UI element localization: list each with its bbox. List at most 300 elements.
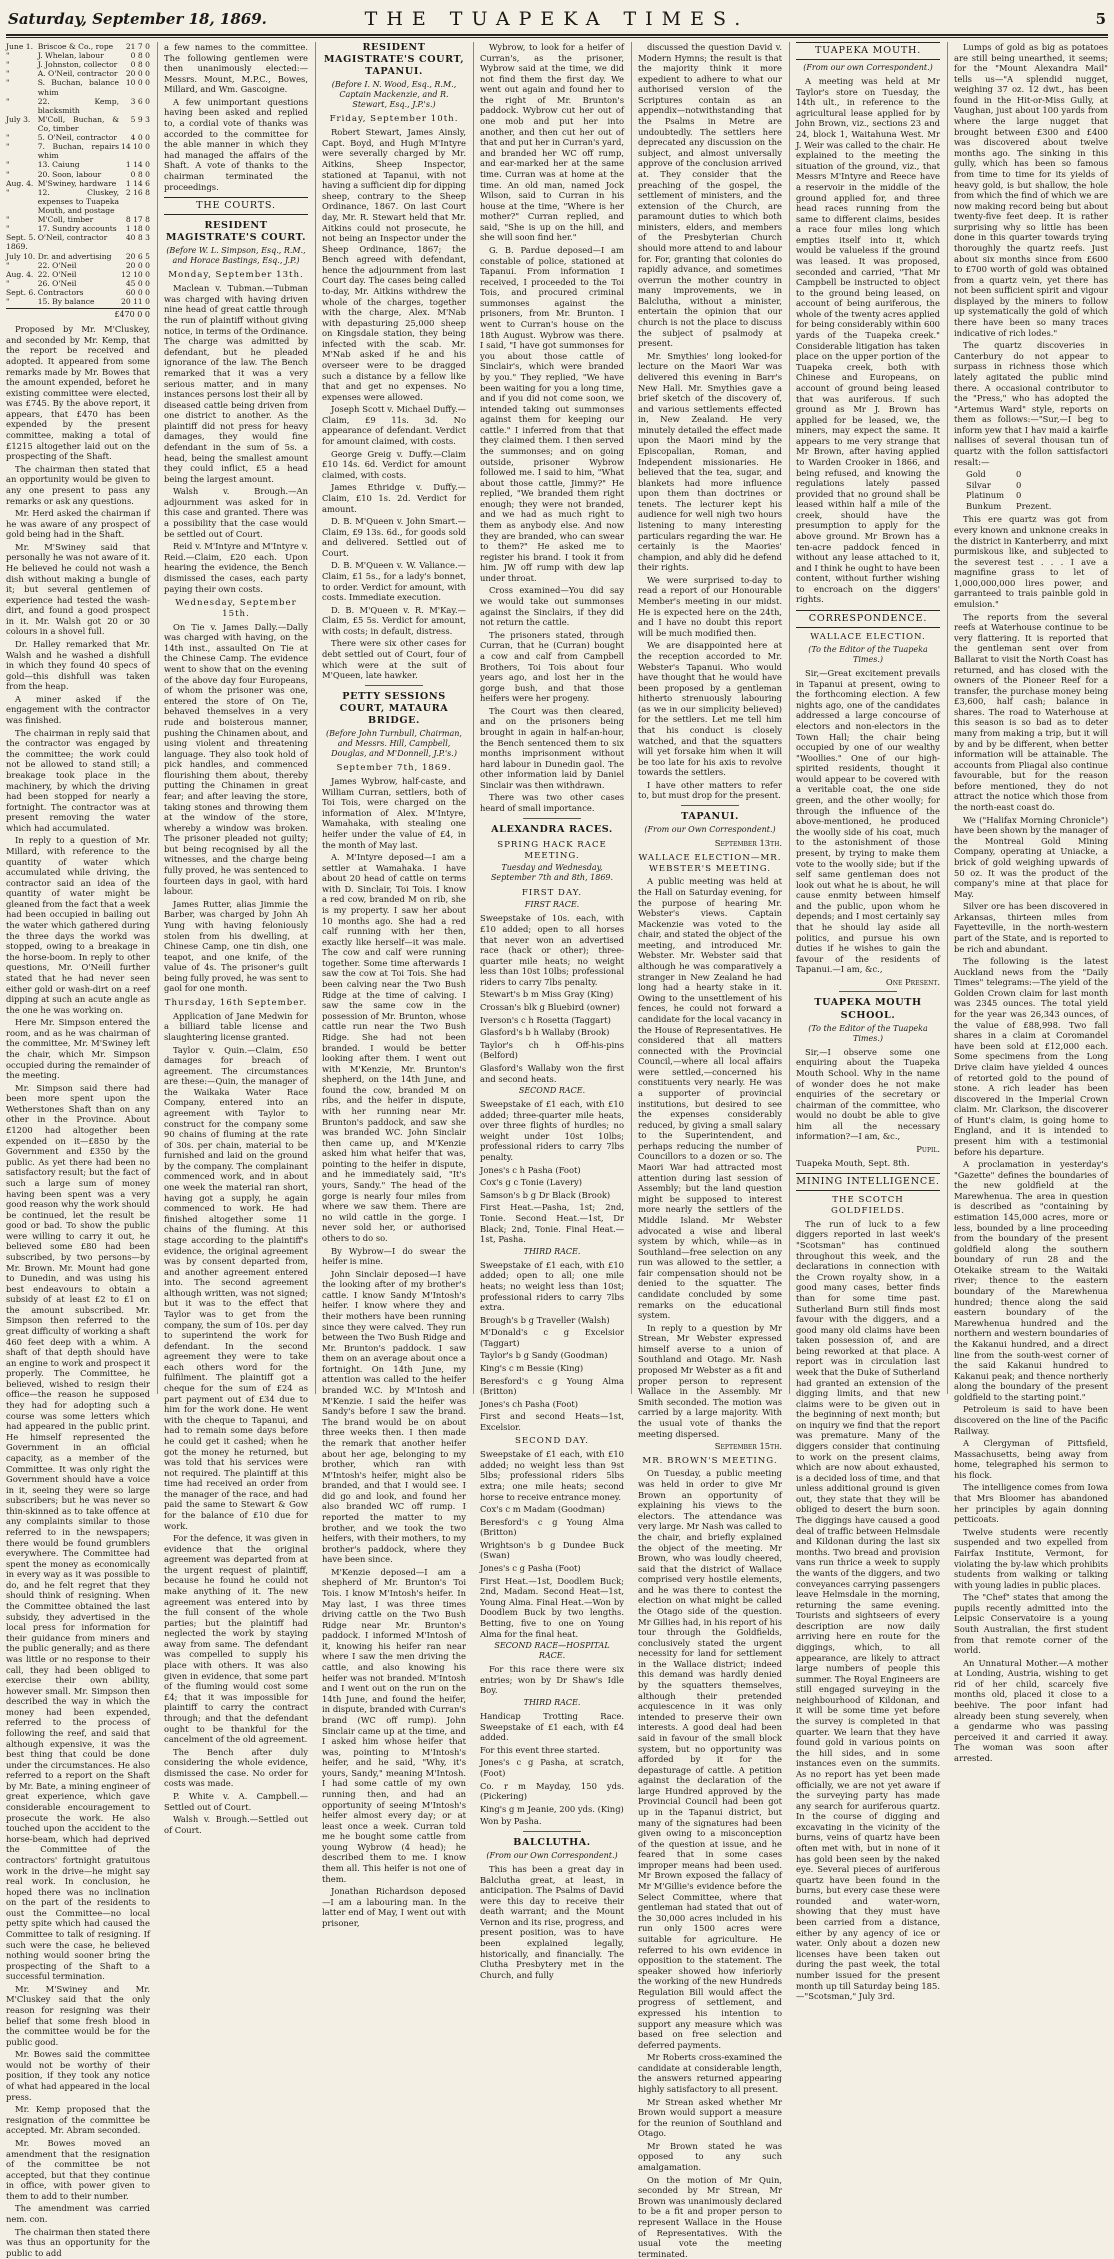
account-date: " bbox=[6, 60, 10, 70]
account-amount: 2 16 8 bbox=[125, 187, 150, 197]
paragraph: We ("Halifax Morning Chronicle") have been shown by the manager of the Montreal Gold Mining Company, operating at Uniacke, a brick of gold weighing upwards of 50 oz. It was the product of the company's mine at that place for May. bbox=[954, 814, 1108, 899]
race-details bbox=[480, 913, 624, 1084]
race-day: FIRST DAY. bbox=[521, 887, 583, 898]
section-heading: BALCLUTHA. bbox=[513, 1836, 591, 1848]
dateline: September 15th. bbox=[714, 1441, 782, 1452]
account-date: " bbox=[6, 297, 10, 307]
paragraph: Mr. Bowes said the committee would not be worthy of their position, if they took any notice of what had appeared in the local press. bbox=[6, 2049, 150, 2102]
paragraph: A meeting was held at Mr Taylor's store on Tuesday, the 14th ult., in reference to the agricultural lease applied for by John Brown, viz., sections 23 and 24, block 1, Waitahuna West. Mr J. Weir was called to the chair. He explained to the meeting the situation of the ground, viz., that Messrs M'Intyre and Reece have a reservoir in the middle of the ground applied for, and three head races running from the same to different claims, besides a race four miles long which empties itself into it, which would be valueless if the ground was leased. It was proposed, seconded and carried, "That Mr Campbell be instructed to object to the ground being leased, on account of being auriferous, the whole of the twenty acres applied for being considerably within 600 yards of the Tuapeka creek." Considerable litigation has taken place on the upper portion of the Tuapeka creek, both with Chinese and Europeans, on account of ground being leased that was auriferous. If such ground as Mr J. Brown has applied for be leased, we, the miners, may expect the same. It appears to me very strange that Mr Brown, after having applied to Warden Crooker in 1866, and being refused, and knowing the regulations lately passed provided that no ground shall be leased within half a mile of the creek, should have the presumption to apply for the above ground. Mr Brown has a ten-acre paddock fenced in without any lease attached to it, and I think he ought to have been content, without further wishing to encroach on the diggers' rights. bbox=[796, 76, 940, 605]
table-row bbox=[6, 297, 150, 306]
paragraph: Glasford's b h Wallaby (Brook) bbox=[480, 1027, 610, 1038]
section-heading: TAPANUI. bbox=[681, 811, 739, 823]
paragraph: We are disappointed here at the reception accorded to Mr. Webster's Tapanui. Who would have thought that he would have been proposed by a gentleman hitherto strenuously labouring (as we in our simplicity believed) for the settlers. Let me tell him that his conduct is closely watched, and that the squatters will yet forsake him when it will be too late for his axis to revolve towards the settlers. bbox=[638, 640, 782, 778]
table-row bbox=[6, 170, 150, 179]
account-date: June 1. bbox=[6, 42, 33, 51]
paragraph: Taylor v. Quin.—Claim, £50 damages for breach of agreement. The circumstances are these:—Quin, the manager of the Waikaka Water Race Company, entered into an agreement with Taylor to construct for the company some 90 chains of fluming at the rate of 30s. per chain, material to be furnished and laid on the ground by the company. The complainant commenced work, and in about one week the material ran short, having got a supply, he again commenced to work. He had finished altogether some 11 chains of the fluming. At this stage according to the plaintiff's evidence, the original agreement was by consent departed from, and another agreement entered into. The second agreement although written, was not signed; but it was to the effect that Taylor was to get from the company, the sum of 10s. per day to superintend the work for defendant. In the second agreement they were to take each others word for the fulfilment. The plaintiff got a cheque for the sum of £24 as part payment out of £34 due to him for the work done. He went with the cheque to Tapanui, and had to remain some days before he could get it cashed; when he got the money he returned, but was told that his services were not required. The plaintiff at this time had received an order from the manager of the race, and had paid the same to Stewart & Gow for the balance of £10 due for work. bbox=[164, 1044, 308, 1531]
metal-value: 0 bbox=[1016, 490, 1022, 501]
paragraph: On Tuesday, a public meeting was held in order to give Mr Brown an opportunity of explaining his views to the electors. The attendance was very large. Mr Nash was called to the chair, and briefly explained the object of the meeting. Mr Brown, who was loudly cheered, said that the district of Wallace comprised very hostile elements, and he was there to contest the election on what might be called the Otago side of the question. Mr Gillies had, in his report of his tour through the Goldfields, conclusively stated the urgent necessity for land for settlement in the Wallace district; indeed this demand was hardly denied by the squatters themselves, although their pretended acquiescence in it was only intended to preserve their own interests. A good deal had been said in favour of the small block system, but no opportunity was afforded by it for the depasturage of cattle. A petition against the declaration of the large Hundred approved by the Provincial Council had been got up in the Tapanui district, but many of the signatures had been given owing to a misconception of the question at issue, and he feared that in some cases improper means had been used. Mr Brown exposed the fallacy of Mr M'Gillie's evidence before the Select Committee, where that gentleman had stated that out of the 30,000 acres included in his run only 1500 acres were suitable for agriculture. He referred to his own evidence in opposition to the statement. The speaker showed how inferiorly the working of the new Hundreds Regulation Bill would affect the progress of settlement, and expressed his intention to support any measure which was based on free selection and deferred payments. bbox=[638, 1468, 782, 2050]
subheading: SPRING HACK RACE MEETING. bbox=[497, 839, 607, 861]
account-date: Sept. 6. bbox=[6, 287, 36, 297]
account-date: " bbox=[6, 169, 10, 179]
race-day: SECOND DAY. bbox=[515, 1436, 589, 1447]
accounts-table bbox=[6, 42, 150, 306]
paragraph: I have other matters to refer to, but must drop for the present. bbox=[638, 779, 782, 801]
paragraph: James Ethridge v. Duffy.—Claim, £10 1s. 2d. Verdict for amount. bbox=[322, 482, 466, 514]
article-body bbox=[954, 514, 1108, 1763]
paragraph: Co. r m Mayday, 150 yds. (Pickering) bbox=[480, 1780, 624, 1802]
paragraph: Lumps of gold as big as potatoes are still being unearthed, it seems; for the "Mount Alexandra Mail" tells us—"A splendid nugget, weighing 37 oz. 12 dwt., has been found in the Hit-or-Miss Gully, at Vaughan, just about 100 yards from where the large nugget that brought between £300 and £400 was discovered about twelve months ago. The sinking in this gully, which has been so famous from time to time for its yields of heavy gold, is but shallow, the hole from which the find of which we are now making record being but about twenty-five feet deep. It is rather surprising why so little has been done in this quarter towards trying thoroughly the quartz reefs. Just about six months since from £600 to £700 worth of gold was obtained from a quartz vein, yet there has not been sufficient spirit and vigour displayed by the miners to follow up systematically the gold of which there have been so many traces indicative of rich lodes." bbox=[954, 42, 1108, 338]
assay-row bbox=[966, 490, 1108, 501]
race-title: FIRST RACE. bbox=[524, 900, 580, 910]
account-date: " bbox=[6, 278, 10, 288]
paragraph: First Heat.—Pasha, 1st; 2nd, Tonie. Second Heat.—1st, Dr Black; 2nd, Tonie. Final Heat.—1st, Pasha. bbox=[480, 1202, 624, 1245]
paragraph: Mr. Kemp proposed that the resignation of the committee be accepted. Mr. Abram seconded. bbox=[6, 2104, 150, 2136]
paragraph: Mr Roberts cross-examined the candidate at considerable length, the answers returned appearing highly satisfactory to all present. bbox=[638, 2052, 782, 2095]
paragraph: Taylor's b g Sandy (Goodman) bbox=[480, 1350, 608, 1361]
paragraph: The quartz discoveries in Canterbury do not appear to surpass in richness those which lately agitated the public mind there. A occasional contributor to the "Press," who has adopted the "Artemus Ward" style, reports on them as follows:—"Sur,—I beg to inform yew that I hav maid a kairfle nallises of several thousan tun of quartz with the follon sattisfactori resalt:— bbox=[954, 340, 1108, 467]
paragraph: The intelligence comes from Iowa that Mrs Bloomer has abandoned her principles by again donning petticoats. bbox=[954, 1482, 1108, 1525]
committee-report bbox=[6, 324, 150, 2258]
account-amount: 1 14 0 bbox=[125, 160, 150, 170]
court-bench: (Before John Turnbull, Chairman, and Messrs. Hill, Campbell, Douglas, and M'Donnell, J.P.'s.) bbox=[326, 729, 462, 759]
section-heading: ALEXANDRA RACES. bbox=[491, 823, 613, 835]
race-details bbox=[480, 1711, 624, 1827]
paragraph: James Rutter, alias Jimmie the Barber, was charged by John Ah Yung with having feloniously stolen from his dwelling, at Chinese Camp, one tin dish, one teapot, and one knife, of the value of 4s. The prisoner's guilt being fully proved, he was sent to gaol for one month. bbox=[164, 898, 308, 994]
table-row bbox=[6, 252, 150, 261]
account-amount: 0 8 0 bbox=[130, 51, 150, 61]
account-date: July 3. bbox=[6, 114, 31, 124]
court-date: Friday, September 10th. bbox=[329, 114, 459, 125]
race-details bbox=[480, 1099, 624, 1245]
paragraph: Crossan's blk g Bluebird (owner) bbox=[480, 1002, 620, 1013]
paragraph: This ere quartz was got from every known and unknone creaks in the district in Kanterberry, and mixt purmiskous like, and subjected to the severest test . . . I ave a magnifine grass to let of 1,000,000,000 lires power, and garranteed to trais painble gold in emulsion." bbox=[954, 514, 1108, 610]
column-divider bbox=[631, 42, 632, 1394]
column-divider bbox=[789, 42, 790, 1394]
account-amount: 20 0 0 bbox=[125, 260, 150, 270]
letter-signature: Pupil. bbox=[916, 1143, 940, 1154]
paragraph: James Wybrow, half-caste, and William Curran, settlers, both of Toi Tois, were charged on the information of Alex. M'Intyre, Wamahaka, with stealing one heifer under the value of £4, in the month of May last. bbox=[322, 776, 466, 850]
account-item: S. Buchan, balance whim bbox=[37, 78, 119, 97]
subheading: WALLACE ELECTION. bbox=[810, 632, 926, 643]
account-item: 22. O'Neil bbox=[37, 260, 77, 270]
metal-value: 0 bbox=[1016, 469, 1022, 480]
paragraph: Wybrow, to look for a heifer of Curran's, as the prisoner, Wybrow said at the time, we did not find them the first day. We went out again and found her to the right of Mr. Brunton's paddock. Wybrow cut her out of one mob and put her into another, and then cut her out of that and put her in Curran's yard, and branded her WC off rump, and ear-marked her at the same time. Curran was at home at the time. An old man, named Jock Wilson, said to Curran in his house at the time, "Where is her mother?" Curran replied, and said, "She is up on the hill, and she will soon find her." bbox=[480, 42, 624, 243]
table-row bbox=[6, 179, 150, 188]
divider bbox=[523, 1831, 581, 1832]
paragraph: Mr Strean asked whether Mr Brown would support a measure for the reunion of Southland and Otago. bbox=[638, 2096, 782, 2139]
paragraph: Application of Jane Medwin for a billiard table license and slaughtering license granted. bbox=[164, 1010, 308, 1042]
metal-name: Bunkum bbox=[966, 500, 1002, 511]
paragraph: A proclamation in yesterday's "Gazette" defines the boundaries of the new goldfield at the Marewhenua. The area in question is described as "containing by estimation 145,000 acres, more or less, bounded by a line proceeding from the boundary of the present goldfield along the southern boundary of run 28 and the Otekaike stream to the Waitaki river; thence to the eastern boundary of the Marewhenua hundred; thence along the said eastern boundary of the Marewhenua hundred and the northern and western boundaries of the Kakanui hundred, and a direct line from the south-west corner of the said Kakanui hundred to Kakanui peak; and thence northerly along the boundary of the present goldfield to the starting point." bbox=[954, 1159, 1108, 1402]
paragraph: a few names to the committee. The following gentlemen were then unanimously elected:—Messrs. Mount, M.P.C., Bowes, Millard, and Wm. Gascoigne. bbox=[164, 42, 308, 95]
paragraph: The amendment was carried nem. con. bbox=[6, 2203, 150, 2224]
table-row bbox=[6, 42, 150, 51]
account-item: 26. O'Neil bbox=[37, 278, 77, 288]
accounts-total: £470 0 0 bbox=[6, 308, 150, 320]
paragraph: Maclean v. Tubman.—Tubman was charged with having driven nine head of great cattle through the run of plaintiff without giving notice, in terms of the Ordinance. The charge was admitted by defendant, but he pleaded ignorance of the law. The Bench remarked that it was a very serious matter, and in many instances persons lost their all by diseased cattle being driven from one district to another. As the plaintiff did not press for heavy damages, they would fine defendant in the sum of 5s. a head, being the smallest amount they could inflict, £5 a head being the largest amount. bbox=[164, 283, 308, 484]
table-row bbox=[6, 270, 150, 279]
account-amount: 60 0 0 bbox=[125, 287, 150, 297]
letter-body: Sir,—Great excitement prevails in Tapanui at present, owing to the forthcoming election. A few nights ago, one of the candidates addressed a large concourse of electors and non-electors in the Town Hall; the chair being occupied by one of our wealthy "Woollies." One of our high-spirited residents, thought it would appear to be covered with a veritable coat, the one side green, and the other woolly; for through the influence of the above-mentioned, he produced the woolly side of his coat, much to the astonishment of those present, by trying to make them vote to the woolly side; but if the self same gentleman does not look out what he is about, he will cause enmity between himself and the public, upon whom he depends; and I most certainly say that he should lay aside all politics, and pursue his own duties if he wishes to gain the favour of the residents of Tapanui.—I am, &c., bbox=[796, 668, 940, 975]
masthead-rule bbox=[6, 37, 1108, 38]
court-cases bbox=[322, 127, 466, 680]
article-body bbox=[796, 76, 940, 605]
article-body bbox=[796, 1219, 940, 2002]
section-heading: RESIDENT MAGISTRATE'S COURT. bbox=[165, 220, 307, 244]
account-item bbox=[38, 242, 119, 251]
paragraph: Robert Stewart, James Ainsly, Capt. Boyd, and Hugh M'Intyre were severally charged by Mr. Aitkins, Sheep Inspector, stationed at Tapanui, with not having a sufficient dip for dipping sheep, contrary to the Sheep Ordinance, 1867. On last Court day, Mr. R. Stewart held that Mr. Aitkins could not prosecute, he not being an Inspector under the Sheep Ordinance, 1867; the Bench agreed with defendant, hence the adjournment from last Court day. The cases being called to-day, Mr. Aitkins withdrew the whole of the charges, together with the charge, Alex. M'Nab with depasturing 25,000 sheep on Kingsdale station, they being infected with the scab. Mr. M'Nab asked if he and his overseer were to be dragged such a distance by a fellow like that and get no expenses. No expenses were allowed. bbox=[322, 127, 467, 402]
account-item: 22. Kemp, blacksmith bbox=[37, 96, 119, 115]
paragraph: We were surprised to-day to read a report of our Honourable Member's meeting in our midst. He is expected here on the 24th, and I have no doubt this report will be much modified then. bbox=[638, 574, 782, 638]
table-row bbox=[6, 60, 150, 69]
court-date: Wednesday, September 15th. bbox=[175, 598, 297, 619]
account-date: " bbox=[6, 51, 10, 61]
paragraph: Mr. M'Swiney said that personally he was not aware of it. He believed he could not wash a dish without making a bungle of it; but several gentlemen of experience had tested the wash-dirt, and found a good prospect in it. Mr. Walsh got 20 or 30 colours in a shovel full. bbox=[6, 541, 150, 637]
account-date: " bbox=[6, 69, 10, 79]
divider bbox=[523, 818, 581, 819]
columns bbox=[6, 42, 1108, 2259]
paragraph: Jones's c h Pasha (Foot) bbox=[480, 1164, 581, 1175]
table-row bbox=[6, 51, 150, 60]
metal-name: Silvar bbox=[966, 479, 991, 490]
table-row bbox=[6, 279, 150, 288]
column-1 bbox=[6, 42, 150, 2258]
paragraph: A miner asked if the engagement with the contractor was finished. bbox=[6, 693, 150, 726]
table-row bbox=[6, 188, 150, 215]
table-row bbox=[6, 78, 150, 96]
paragraph: An Unnatural Mother.—A mother at Londing, Austria, wishing to get rid of her child, scarcely five months old, placed it close to a beehive. The poor infant had already been stung severely, when a gendarme who was passing perceived it and carried it away. The woman was soon after arrested. bbox=[954, 1657, 1108, 1763]
paragraph: Samson's b g Dr Black (Brook) bbox=[480, 1189, 611, 1200]
paragraph: Mr. Herd asked the chairman if he was aware of any prospect of gold being had in the Shaft. bbox=[6, 508, 150, 540]
account-item: 22. O'Neil bbox=[37, 269, 77, 279]
paragraph: For the defence, it was given in evidence that the original agreement was departed from at the urgent request of plaintiff, because he found he could not make anything of it. The new agreement was entered into by the full consent of the whole parties; but the plaintiff had neglected the work by staying away from same. The defendant was compelled to supply his place with others. It was also given in evidence, that some part of the fluming would cost some £4; that it was impossible for plaintiff to carry the contract through; and that the defendant ought to be thankful for the cancelment of the old agreement. bbox=[164, 1533, 308, 1745]
subheading: WALLACE ELECTION—MR. WEBSTER'S MEETING. bbox=[638, 852, 782, 874]
column-divider bbox=[157, 42, 158, 1394]
table-row bbox=[6, 133, 150, 142]
court-date: September 7th, 1869. bbox=[336, 763, 452, 774]
paragraph: First Heat.—1st, Doodlem Buck; 2nd, Madam. Second Heat—1st, Young Alma. Final Heat.—Won by Doodlem Buck by two lengths. Betting, five to one on Young Alma for the final heat. bbox=[480, 1575, 624, 1639]
assay-results bbox=[966, 469, 1108, 511]
account-amount: 1 14 6 bbox=[125, 178, 150, 188]
account-date: Aug. 4. bbox=[6, 269, 34, 279]
account-date: July 10. bbox=[6, 251, 36, 261]
paragraph: The reports from the several reefs at Waterhouse continue to be very flattering. It is reported that the gentleman sent over from Ballarat to visit the North Coast has returned, and has closed with the owners of the Pioneer Reef for a transfer, the purchase money being £3,600, half cash; balance in shares. The road to Waterhouse at this season is so bad as to deter many from making a trip, but it will by and by be different, when better information will be attainable. The accounts from Pliagal also continue favourable, but for the reason before mentioned, they do not attract the notice which those from the north-east coast do. bbox=[954, 611, 1108, 813]
paragraph: Sweepstake of 10s. each, with £10 added; open to all horses that never won an advertised race (hack or other); three-quarter mile heats; no weight less than 10st 10lbs; professional riders to carry 7lbs penalty. bbox=[480, 913, 624, 987]
byline: (From our own Correspondent.) bbox=[803, 63, 933, 73]
subheading: MR. BROWN'S MEETING. bbox=[642, 1455, 778, 1466]
paragraph: D. B. M'Queen v. John Smart.—Claim, £9 13s. 6d., for goods sold and delivered. Settled out of Court. bbox=[322, 516, 466, 558]
table-row bbox=[6, 142, 150, 160]
paragraph: The chairman in reply said that the contractor was engaged by the committee; the work could not be allowed to stand still; a breakage took place in the machinery, by which the driving had been stopped for nearly a fortnight. The contractor was at present removing the water which had accumulated. bbox=[6, 727, 150, 833]
account-amount: 20 0 0 bbox=[125, 69, 150, 79]
paragraph: Joseph Scott v. Michael Duffy.—Claim, £9 11s. 3d. No appearance of defendant. Verdict for amount claimed, with costs. bbox=[322, 404, 466, 447]
paragraph: The following is the latest Auckland news from the "Daily Times" telegrams:—The yield of the Golden Crown claim for last month was 2345 ounces. The total yield for the year was 26,343 ounces, of the value of £88,998. Two fall shares in a claim at Coromandel have been sold at £12,000 each. Some specimens from the Long Drive claim have yielded 4 ounces of retorted gold to the pound of stone. A rich leader has been discovered in the Imperial Crown claim. Mr. Clarkson, the discoverer of Hunt's claim, is going home to England, and it is intended to present him with a testimonial before his departure. bbox=[954, 956, 1108, 1157]
page-number: 5 bbox=[1095, 10, 1106, 28]
paragraph: The prisoners stated, through Curran, that he (Curran) bought a cow and calf from Campbell Brothers, Toi Tois about four years ago, and lost her in the gorge bush, and that those heifers were her progeny. bbox=[480, 629, 624, 704]
paragraph: King's c m Bessie (King) bbox=[480, 1362, 584, 1373]
dateline: September 13th. bbox=[714, 838, 782, 849]
account-amount: 5 9 3 bbox=[130, 114, 150, 124]
paragraph: M'Donald's c g Excelsior (Taggart) bbox=[480, 1327, 624, 1348]
account-date: 1869. bbox=[6, 242, 28, 252]
column-4 bbox=[480, 42, 624, 1980]
account-item: Briscoe & Co., rope bbox=[37, 42, 114, 51]
account-date: " bbox=[6, 142, 10, 152]
account-date: " bbox=[6, 96, 10, 106]
account-amount: 20 6 5 bbox=[125, 251, 150, 261]
table-row bbox=[6, 288, 150, 297]
account-item: 13. Caiung bbox=[37, 160, 80, 170]
article-body bbox=[954, 42, 1108, 467]
paragraph: Mr Brown stated he was opposed to any such amalgamation. bbox=[638, 2140, 782, 2173]
assay-row bbox=[966, 501, 1108, 512]
column-7 bbox=[954, 42, 1108, 1763]
column-3 bbox=[322, 42, 467, 1928]
account-item: 15. By balance bbox=[37, 297, 95, 307]
account-amount: 40 8 3 bbox=[125, 233, 150, 243]
divider bbox=[839, 991, 897, 992]
paragraph: For this race there were six entries; won by Dr Shaw's Idle Boy. bbox=[480, 1664, 624, 1696]
court-bench: (Before W. L. Simpson, Esq., R.M., and Horace Bastings, Esq., J.P.) bbox=[166, 246, 306, 266]
paragraph: Jones's c g Pasha, at scratch, (Foot) bbox=[480, 1757, 624, 1778]
paragraph: P. White v. A. Campbell.—Settled out of Court. bbox=[164, 1791, 308, 1812]
paragraph: Cross examined—You did say we would take out summonses against the Sinclairs, if they did not return the cattle. bbox=[480, 585, 624, 628]
section-heading: RESIDENT MAGISTRATE'S COURT, TAPANUI. bbox=[323, 42, 465, 78]
paragraph: The Court was then cleared, and on the prisoners being brought in again in half-an-hour, the Bench sentenced them to six months imprisonment without hard labour in Dunedin gaol. The other information laid by Daniel Sinclair was then withdrawn. bbox=[480, 705, 624, 790]
court-cases bbox=[164, 622, 308, 994]
court-date: Monday, September 13th. bbox=[168, 270, 304, 281]
section-heading: THE COURTS. bbox=[164, 197, 308, 215]
paragraph: discussed the question David v. Modern Hymns; the result is that the majority think it more expedient to adhere to what our authorised version of the Scriptures contain as an appendix—notwithstanding that the Psalms in Metre are undoubtedly. The settlers here deprecated any discussion on the subject, and almost universally approve of the conclusion arrived at. They consider that the preaching of the gospel, the settlement of ministers, and the extension of the Church, are paramount duties to which both ministers, elders, and members of the Presbyterian Church should more attend to and labour for. For, granting that colonies do rapidly advance, and sometimes overrun the mother country in many improvements, we in Balclutha, without a minister, entertain the opinion that our church is not the place to discuss the subject of psalmody at present. bbox=[638, 42, 782, 349]
divider bbox=[365, 685, 423, 686]
letter-signature: One Present. bbox=[885, 976, 940, 987]
paragraph: Silver ore has been discovered in Arkansas, thirteen miles from Fayetteville, in the north-western part of the State, and is reported to be rich and abundant. bbox=[954, 901, 1108, 954]
letter-address: (To the Editor of the Tuapeka Times.) bbox=[808, 1023, 928, 1043]
account-amount: 21 7 0 bbox=[125, 42, 150, 51]
court-cases bbox=[164, 1011, 308, 1836]
paragraph: In reply to a question by Mr Strean, Mr Webster expressed himself averse to a union of Southland and Otago. Mr. Nash proposed Mr Webster as a fit and proper person to represent Wallace in the Assembly. Mr Smith seconded. The motion was carried by a large majority. With the usual vote of thanks the meeting dispersed. bbox=[638, 1322, 782, 1439]
race-details bbox=[480, 1449, 624, 1639]
paragraph: The chairman then stated that an opportunity would be given to any one present to pass any remarks or ask any questions. bbox=[6, 463, 150, 506]
table-row bbox=[6, 224, 150, 233]
race-dates: Tuesday and Wednesday, September 7th and 8th, 1869. bbox=[490, 863, 614, 883]
paragraph: This has been a great day in Balclutha great, at least, in anticipation. The Psalms of David were this day to receive their death warrant; and the Mount Vernon and its rise, progress, and present position, was to have been explained legally, historically, and financially. The Clutha Presbytery met in the Church, and fully bbox=[480, 1864, 624, 1980]
paragraph: Cox's g c Tonie (Lavery) bbox=[480, 1177, 582, 1188]
account-item: A. O'Neil, contractor bbox=[37, 69, 118, 79]
newspaper-title: THE TUAPEKA TIMES. bbox=[364, 8, 750, 30]
account-date: " bbox=[6, 260, 10, 270]
table-row bbox=[6, 215, 150, 224]
letter-body: Sir,—I observe some one enquiring about the Tuapeka Mouth School. Why in the name of wonder does he not make enquiries of the secretary or chairman of the committee, who would no doubt be able to give him all the necessary information?—I am, &c., bbox=[796, 1046, 940, 1142]
account-amount: 12 10 0 bbox=[121, 269, 150, 279]
subheading: THE SCOTCH GOLDFIELDS. bbox=[830, 1195, 906, 1217]
column-2 bbox=[164, 42, 308, 1835]
paragraph: By Wybrow—I do swear the heifer is mine. bbox=[322, 1245, 466, 1267]
account-item: O'Neil, contractor bbox=[37, 233, 108, 243]
court-cases bbox=[480, 42, 624, 814]
paragraph: Stewart's b m Miss Gray (King) bbox=[480, 989, 614, 1000]
account-amount: 45 0 0 bbox=[125, 278, 150, 288]
article-body bbox=[638, 42, 782, 801]
column-divider bbox=[315, 42, 316, 1394]
issue-date: Saturday, September 18, 1869. bbox=[8, 10, 267, 28]
account-date: " bbox=[6, 133, 10, 143]
account-item: 5. O'Neil, contractor bbox=[37, 133, 117, 143]
paragraph: The run of luck to a few diggers reported in last week's "Scotsman" has continued throughout this week, and the declarations in connection with the Crown royalty show, in a good many cases, better finds than for some time past. Sutherland Burn still finds most favour with the diggers, and a good many old claims have been taken possession of, and are being reworked at that place. A report was in circulation last week that the Duke of Sutherland had granted an extension of the digging limits, and that new claims were to be given out in the beginning of next month; but on inquiry we find that the report was premature. Many of the diggers consider that continuing to work on the present claims, which are now about exhausted, is a decided loss of time, and that unless additional ground is given out, they state that they will be obliged to desert the burn soon. The diggings have caused a good deal of traffic between Helmsdale and Kildonan during the last six months. Two bread and provision vans run thrice a week to supply the wants of the diggers, and two conveyances carrying passengers leave Helmsdale in the morning, returning the same evening. Tourists and sightseers of every description are now daily arriving here en route for the diggings, which, to all appearance, are likely to attract large numbers of people this summer. The Royal Engineers are still engaged surveying in the neighbourhood of Kildonan, and it will be some time yet before the survey is completed in that quarter. We learn that they have found gold in various points on the hill sides, and in some instances even on the summits. As no report has yet been made officially, we are not yet aware if the surveying party has made any search for auriferous quartz. In the course of digging and excavating in the vicinity of the burns, veins of quartz have been often met with, but in none of it has gold been seen by the naked eye. Several pieces of auriferous quartz have been found in the burns, but every case these were rounded and water-worn, showing that they must have been carried from a distance, either by any agency of ice or water. Only about a dozen new licenses have been taken out during the past week, the total number issued for the present month up till Saturday being 185.—"Scotsman," July 3rd. bbox=[796, 1218, 940, 2002]
paragraph: Mr. Smythies' long looked-for lecture on the Maori War was delivered this evening in Barr's New Hall. Mr. Smythies gave a brief sketch of the discovery of, and various settlements effected in, New Zealand. He very minutely detailed the effect made upon the Maori mind by the Episcopalian, Roman, and Independent missionaries. He believed that the tea, sugar, and blankets had more influence upon them than doctrines or tenets. The lecturer kept his audience for well nigh two hours listening to many interesting particulars regarding the war. He certainly is the Maories' champion, and ably did he defend their rights. bbox=[638, 350, 782, 573]
paragraph: A Clergyman of Pittsfield, Massachusetts, being away from home, telegraphed his sermon to his flock. bbox=[954, 1438, 1108, 1480]
paragraph: Twelve students were recently suspended and two expelled from Fairfax Institute, Vermont, for violating the by-law which prohibits students from walking or talking with young ladies in public places. bbox=[954, 1526, 1108, 1590]
article-body bbox=[638, 876, 782, 1439]
race-details bbox=[480, 1260, 624, 1433]
account-item: 20. Soon, labour bbox=[37, 169, 102, 179]
paragraph: Mr. Simpson said there had been more spent upon the Wetherstones Shaft than on any other in the Province. About £1200 had altogether been expended on it—£850 by the Government and £350 by the public. As yet there had been no satisfactory result; but the fact of such a large sum of money having been spent was a very good reason why the work should be continued, let the result be good or bad. To show the public were willing to carry it out, he believed some £80 had been subscribed, by two persons—by Mr. Brown. Mr. Mount had gone to Dunedin, and was using his best endeavours to obtain a subsidy of at least £2 to £1 on the amount subscribed. Mr. Simpson then referred to the great difficulty of working a shaft 460 feet deep with a whim. A shaft of that depth should have an engine to work and prospect it properly. The Committee, he believed, wished to resign their office—the reason he supposed they had for adopting such a course was some letters which had appeared in the public print. He himself represented the Government in an official capacity, as a member of the Committee. It was only right the Government should have a voice in it, seeing they were so large subscribers; but he was never so thin-skinned as to take offence at any complaints similar to those referred to in the newspapers; there would be found grumblers everywhere. The Committee had spent the money as economically in every way as it was possible to do, and he felt regret that they should think of resigning. When the Committee obtained the last subsidy, they advertised in the local press for information for their guidance from miners and the public generally; and as there was little or no response to their call, they had been obliged to exercise their own ability, however small. Mr. Simpson then described the way in which the money had been expended, referred to the process of following the reef, and said that although expensive, it was the best thing that could be done under the circumstances. He also referred to a report on the Shaft by Mr. Bate, a mining engineer of great experience, which gave considerable encouragement to prosecute the work. He also touched upon the accident to the horse-beam, which had deprived the Committee of the contractors' fortnight gratuitous work in the drive—he might say real work. In conclusion, he hoped there was no inclination on the part of the residents to oust the Committee—no local petty spite which had caused the Committee to talk of resigning. If such were the case, he believed nothing would sooner bring the prospecting of the Shaft to a successful termination. bbox=[6, 1082, 150, 1982]
paragraph: For this event three started. bbox=[480, 1744, 600, 1755]
account-item: Contractors bbox=[37, 287, 84, 297]
account-item: 12. Cluskey, expenses to Tuapeka Mouth, and postage bbox=[37, 187, 119, 215]
account-date: " bbox=[6, 160, 10, 170]
paragraph: Taylor's ch h Off-his-pins (Belford) bbox=[480, 1039, 624, 1061]
paragraph: A public meeting was held at the Hall on Saturday evening, for the purpose of hearing Mr. Webster's views. Captain Mackenzie was voted to the chair, and stated the object of the meeting, and introduced Mr. Webster. Mr. Webster said that although he was comparatively a stranger in New Zealand he had long had a hearty stake in it. Owing to the unsettlement of his fences, he could not forward a candidate for the local vacancy in the House of Representatives. He considered that all matters connected with the Provincial Council,—where all local affairs were settled,—concerned his constituents very nearly. He was a supporter of provincial institutions, but desired to see the expenses considerably reduced, by giving a small salary to the Superintendent, and perhaps reducing the number of Councillors to a dozen or so. The Maori War had attracted most attention during last session of Assembly; but the land question might be supposed to interest more nearly the settlers of the Middle Island. Mr Webster advocated a wise and liberal system by which, while—as in Southland—free selection on any run was allowed to the settler, a fair compensation should not be denied to the squatter. The candidate concluded by some remarks on the educational system. bbox=[638, 876, 782, 1321]
column-6 bbox=[796, 42, 940, 2002]
paragraph: Brough's b g Traveller (Walsh) bbox=[480, 1314, 610, 1325]
table-row bbox=[6, 233, 150, 242]
paragraph: A few unimportant questions having been asked and replied to, a cordial vote of thanks was accorded to the committee for the able manner in which they had managed the affairs of the Shaft. A vote of thanks to the chairman terminated the proceedings. bbox=[164, 96, 308, 192]
metal-name: Gold bbox=[966, 469, 986, 480]
paragraph: The "Chef" states that among the pupils recently admitted into the Leipsic Conservatoire is a young South Australian, the first student from that remote corner of the world. bbox=[954, 1592, 1108, 1656]
account-date: " bbox=[6, 224, 10, 234]
paragraph: Walsh v. Brough.—An adjournment was asked for in this case and granted. There was a possibility that the case would be settled out of Court. bbox=[164, 486, 308, 539]
letter-dateline: Tuapeka Mouth, Sept. 8th. bbox=[796, 1157, 910, 1168]
assay-row bbox=[966, 469, 1108, 480]
court-date: Thursday, 16th September. bbox=[164, 997, 308, 1008]
account-item: Dr. and advertising bbox=[37, 251, 112, 261]
account-amount: 0 8 0 bbox=[130, 169, 150, 179]
paragraph: Won by Pasha. bbox=[480, 1816, 542, 1827]
paragraph: In reply to a question of Mr. Millard, with reference to the quantity of water which accumulated while driving, the contractor said an idea of the quantity of water might be gleaned from the fact that a week had been occupied in bailing out the water which gathered during the three days the workd was stopped, owing to a breakage in the horse-boom. In reply to other questions, Mr. O'Neill further stated that he had never seen either gold or wash-dirt on a reef dipping at such an acute angle as the one he was working on. bbox=[6, 835, 150, 1015]
account-date: " bbox=[6, 78, 10, 88]
section-heading: TUAPEKA MOUTH SCHOOL. bbox=[814, 997, 922, 1021]
section-heading: CORRESPONDENCE. bbox=[796, 610, 940, 628]
account-amount: 3 6 0 bbox=[130, 96, 150, 106]
paragraph: Jones's ch Pasha (Foot) bbox=[480, 1398, 578, 1409]
paragraph: John Sinclair deposed—I have the looking after of my brother's cattle. I know Sandy M'Intosh's heifer. I know where they and their mothers have been running since they were calved. They run between the Two Bush Ridge and Mr. Brunton's paddock. I saw them on an average about once a fortnight. On 14th June, my attention was called to the heifer branded W.C. by M'Intosh and M'Kenzie. I said the heifer was Sandy's before I saw the brand. The brand would be on about three weeks then. I then made the remark that another heifer about her age, belonging to my brother, which ran with M'Intosh's heifer, might also be branded, and that I would see. I did go and look, and found her also branded WC off rump. I reported the matter to my brother, and we took the two heifers, with their mothers, to my brother's paddock, where they have been since. bbox=[322, 1268, 466, 1565]
paragraph: There were six other cases for debt settled out of Court, four of which were at the suit of M'Queen, late hawker. bbox=[322, 638, 466, 681]
section-heading: MINING INTELLIGENCE. bbox=[796, 1173, 940, 1191]
paragraph: On Tie v. James Dally.—Dally was charged with having, on the 14th inst., assaulted On Tie at the Chinese Camp. The evidence went to show that on the evening of the above day four Europeans, of whom the prisoner was one, entered the store of On Tie, behaved themselves in a very rude and boisterous manner, pushing the Chinamen about, and using violent and threatening language. They also took hold of pick handles, and commenced flourishing them about, thereby putting the Chinamen in great fear; and after leaving the store, taking stones and throwing them at the window of the store, whereby a window was broken. The prisoner pleaded not guilty; but being recognised by all the witnesses, and the charge being fully proved, he was sentenced to fourteen days in gaol, with hard labour. bbox=[164, 621, 308, 897]
account-date: " bbox=[6, 187, 10, 197]
column-divider bbox=[947, 42, 948, 1394]
paragraph: On the motion of Mr Quin, seconded by Mr Strean, Mr Brown was unanimously declared to be a fit and proper person to represent Wallace in the House of Representatives. With the usual vote the meeting terminated. bbox=[638, 2174, 782, 2259]
paragraph: George Greig v. Duffy.—Claim £10 14s. 6d. Verdict for amount claimed, with costs. bbox=[322, 448, 466, 480]
article-body bbox=[638, 1468, 782, 2259]
paragraph: Beresford's c g Young Alma (Britton) bbox=[480, 1516, 624, 1538]
paragraph: A. M'Intyre deposed—I am a settler at Wamahaka. I have about 20 head of cattle on terms with D. Sinclair, Toi Tois. I know a red cow, branded M on rib, she is my property. I saw her about 10 months ago. She had a red calf running with her then, exactly like herself—it was male. The cow and calf were running together. Some time afterwards I saw the cow at Toi Tois. She had been calving near the Two Bush Ridge at the time of calving. I saw the same cow in the possession of Mr. Brunton, whose cattle run near the Two Bush Ridge. She had not been branded. I would be better looking after them. I went out with M'Kenzie, Mr. Brunton's shepherd, on the 14th June, and found the cow, branded M on ribs, and the heifer in dispute, with her running near Mr. Brunton's paddock, and saw she was branded WC. John Sinclair then came up, and M'Kenzie asked him what heifer that was, pointing to the heifer in dispute, and he immediately said, "It's yours, Sandy." The head of the gorge is nearly four miles from where we saw them. There are no wild cattle in the gorge. I never sold her, or authorised others to do so. bbox=[322, 852, 466, 1243]
paragraph: The chairman then stated there was thus an opportunity for the public to add bbox=[6, 2226, 150, 2258]
account-item: 17. Sundry accounts bbox=[37, 224, 117, 234]
account-amount: 1 18 0 bbox=[125, 224, 150, 234]
account-date: Aug. 4. bbox=[6, 178, 34, 188]
paragraph: First and second Heats—1st, Excelsior. bbox=[480, 1411, 624, 1432]
assay-row bbox=[966, 480, 1108, 491]
paragraph: Jones's c g Pasha (Foot) bbox=[480, 1563, 581, 1574]
paragraph: Sweepstake of £1 each, with £10 added; open to all; one mile heats; no weight less than 10st; professional riders to carry 7lbs extra. bbox=[480, 1259, 624, 1313]
table-row bbox=[6, 242, 150, 251]
divider bbox=[681, 805, 739, 806]
table-row bbox=[6, 115, 150, 133]
account-amount: 20 11 0 bbox=[121, 297, 150, 307]
paragraph: D. B. M'Queen v. W. Valiance.—Claim, £1 5s., for a lady's bonnet, to order. Verdict for amount, with costs. Immediate execution. bbox=[322, 560, 466, 603]
section-heading: PETTY SESSIONS COURT, MATAURA BRIDGE. bbox=[339, 690, 449, 726]
account-amount: 10 0 0 bbox=[125, 78, 150, 88]
paragraph: Reid v. M'Intyre and M'Intyre v. Reid.—Claim, £20 each. Upon hearing the evidence, the Bench dismissed the cases, each party paying their own costs. bbox=[164, 541, 308, 594]
byline: (From our Own Correspondent.) bbox=[486, 1850, 618, 1860]
account-amount: 0 8 0 bbox=[130, 60, 150, 70]
account-amount: 8 17 8 bbox=[125, 215, 150, 225]
paragraph: Jonathan Richardson deposed—I am a labouring man. In the latter end of May, I went out with prisoner, bbox=[322, 1886, 466, 1928]
account-item: M'Swiney, hardware bbox=[37, 178, 117, 188]
paragraph: Walsh v. Brough.—Settled out of Court. bbox=[164, 1814, 308, 1835]
masthead bbox=[6, 4, 1108, 36]
paragraph: Dr. Halley remarked that Mr. Walsh and he washed a dishfull in which they found 40 specs of gold—this dishfull was taken from the heap. bbox=[6, 639, 150, 692]
account-amount bbox=[119, 242, 150, 251]
paragraph: The Bench after duly considering the whole evidence, dismissed the case. No order for costs was made. bbox=[164, 1746, 308, 1789]
paragraph: King's g m Jeanie, 200 yds. (King) bbox=[480, 1803, 624, 1814]
paragraph: D. B. M'Queen v. R. M'Kay.—Claim, £5 5s. Verdict for amount, with costs; in default, distress. bbox=[322, 604, 466, 636]
paragraph: Sweepstake of £1 each, with £10 added; three-quarter mile heats, over three flights of hurdles; no weight under 10st 10lbs; professional riders to carry 7lbs penalty. bbox=[480, 1099, 624, 1163]
paragraph: Proposed by Mr. M'Cluskey, and seconded by Mr. Kemp, that the report be received and adopted. It appeared from some remarks made by Mr. Bowes that the amount expended, beforet he existing committee were elected, was £745. By the above report, it appears, that £470 has been expended by the present committee, making a total of £1215 altogether laid out on the prospecting of the Shaft. bbox=[6, 324, 150, 462]
paragraph: Beresford's c g Young Alma (Britton) bbox=[480, 1375, 624, 1397]
byline: (From our Own Correspondent.) bbox=[644, 825, 776, 835]
column-5 bbox=[638, 42, 782, 2259]
race-title: THIRD RACE. bbox=[523, 1697, 581, 1707]
account-item: M'Coll, Buchan, & Co, timber bbox=[37, 114, 119, 133]
court-cases bbox=[164, 283, 308, 594]
court-cases bbox=[322, 776, 466, 1928]
paragraph: There was two other cases heard of small importance. bbox=[480, 792, 624, 814]
metal-name: Platinum bbox=[966, 490, 1005, 501]
paragraph: Petroleum is said to have been discovered on the line of the Pacific Railway. bbox=[954, 1404, 1108, 1436]
section-heading: TUAPEKA MOUTH. bbox=[796, 42, 940, 60]
court-bench: (Before I. N. Wood, Esq., R.M., Captain Mackenzie, and R. Stewart, Esq., J.P.'s.) bbox=[331, 80, 457, 110]
account-item: J. Whelan, labour bbox=[37, 51, 104, 61]
table-row bbox=[6, 97, 150, 115]
column-divider bbox=[473, 42, 474, 1394]
race-title: THIRD RACE. bbox=[523, 1246, 581, 1256]
paragraph: M'Kenzie deposed—I am a shepherd of Mr. Brunton's Toi Tois. I know M'Intosh's heifer. In May last, I was three times driving cattle on the Two Bush Ridge near Mr. Brunton's paddock. I informed M'Intosh of it, knowing his heifer ran near where I saw the men driving the cattle, and also knowing his heifer was not branded. M'Intosh and I went out on the run on the 14th June, and found the heifer, in dispute, branded with Curran's brand (WC off rump). John Sinclair came up at the time, and I asked him whose heifer that was, pointing to M'Intosh's heifer, and he said, "Why, it's yours, Sandy," meaning M'Intosh. I had some cattle of my own running then, and had an opportunity of seeing M'Intosh's heifer almost every day; or at least once a week. Curran told me he bought some cattle from young Wybrow (4 head); he described them to me. I know them all. This heifer is not one of them. bbox=[322, 1566, 466, 1884]
table-row bbox=[6, 160, 150, 169]
paragraph: Cox's c m Madam (Goodman) bbox=[480, 1504, 605, 1515]
table-row bbox=[6, 69, 150, 78]
account-amount: 4 0 0 bbox=[130, 133, 150, 143]
race-title: SECOND RACE—HOSPITAL RACE. bbox=[494, 1641, 610, 1661]
paragraph: G. B. Pardue deposed—I am constable of police, stationed at Tapanui. From information I received, I proceeded to the Toi Tois, and procured criminal summonses against the prisoners, from Mr. Brunton. I went to Curran's house on the 18th August. Wybrow was there. I said, "I have got summonses for you about those cattle of Sinclair's, which were branded by you." They replied, "We have been waiting for you a long time, and if you did not come soon, we intended taking out summonses against them for keeping our cattle." I inferred from that that they claimed them. I then served the summonses; and on going outside, prisoner Wybrow followed me. I said to him, "What about those cattle, Jimmy?" He replied, "We branded them right enough; they were not branded, and we had as much right to them as anybody else. And now they are branded, who can swear to them?" He asked me to register his brand. I took it from him. JW off rump with dew lap under throat. bbox=[480, 244, 624, 583]
paragraph: Mr. Bowes moved an amendment that the resignation of the committee be not accepted, but that they continue in office, with power given to them to add to their number. bbox=[6, 2137, 150, 2201]
paragraph: Glasford's Wallaby won the first and second heats. bbox=[480, 1062, 624, 1084]
account-item: M'Coll, timber bbox=[37, 215, 94, 225]
account-date: Sept. 5. bbox=[6, 233, 36, 243]
paragraph: Wrightson's b g Dundee Buck (Swan) bbox=[480, 1539, 624, 1561]
metal-value: 0 bbox=[1016, 479, 1022, 490]
table-row bbox=[6, 261, 150, 270]
paragraph: Sweepstake of £1 each, with £10 added; no weight less than 9st 5lbs; professional riders 5lbs extra; one mile heats; second horse to receive entrance money. bbox=[480, 1449, 624, 1502]
account-item: 7. Buchan, repairs whim bbox=[37, 142, 119, 161]
letter-address: (To the Editor of the Tuapeka Times.) bbox=[808, 644, 928, 665]
paragraph: Iverson's c h Rosetta (Taggart) bbox=[480, 1014, 611, 1025]
account-amount: 14 10 0 bbox=[121, 142, 150, 152]
metal-value: Prezent. bbox=[1016, 500, 1052, 511]
paragraph: Mr. M'Swiney and Mr. M'Cluskey said that the only reason for resigning was their belief that some fresh blood in the committee would be for the public good. bbox=[6, 1983, 150, 2047]
